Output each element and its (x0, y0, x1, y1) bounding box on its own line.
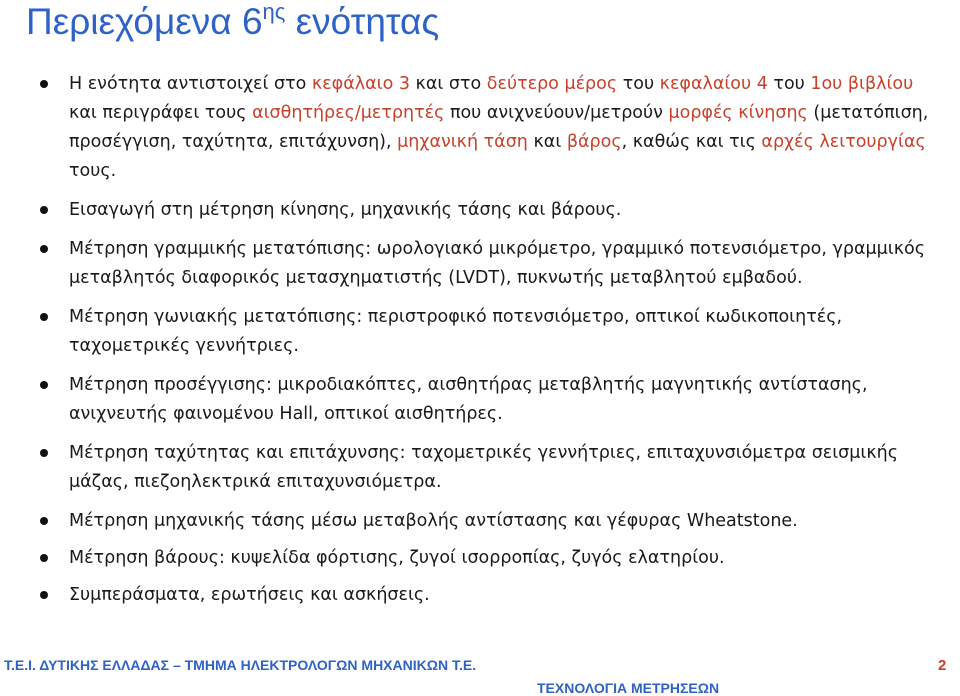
bullet-text: και (527, 132, 567, 152)
title-rest: ενότητας (285, 1, 440, 42)
bullet-item (37, 544, 942, 573)
bullet-text: και περιγράφει τους (69, 103, 253, 123)
highlight-chapter-4: κεφαλαίου 4 (659, 74, 768, 94)
bullet-text: του (617, 74, 660, 94)
page-number: 2 (938, 657, 947, 674)
title-superscript: ης (262, 0, 286, 24)
bullet-text: (μετατόπιση, προσέγγιση, ταχύτητα, επιτάχυνση), (69, 103, 929, 152)
highlight-mechanical-strain: μηχανική τάση (397, 132, 528, 152)
bullet-item (37, 196, 942, 225)
bullet-dot-icon (40, 449, 48, 457)
bullet-item (37, 581, 942, 610)
bullet-text: Η ενότητα αντιστοιχεί στο (69, 74, 312, 94)
bullet-text: Μέτρηση ταχύτητας και επιτάχυνσης: ταχομετρικές γεννήτριες, επιταχυνσιόμετρα σεισμικής μάζας, πιεζοηλεκτρικά επιταχυνσιόμετρα. (69, 443, 899, 492)
bullet-text: Εισαγωγή στη μέτρηση κίνησης, μηχανικής τάσης και βάρους. (69, 200, 622, 220)
footer-course: ΤΕΧΝΟΛΟΓΙΑ ΜΕΤΡΗΣΕΩΝ (537, 680, 720, 696)
bullet-item (37, 371, 942, 429)
bullet-item (37, 70, 942, 186)
slide-title (26, 0, 439, 44)
bullet-dot-icon (40, 206, 48, 214)
highlight-motion-forms: μορφές κίνησης (668, 103, 808, 123)
highlight-operating-principles: αρχές λειτουργίας (761, 132, 926, 152)
bullet-item (37, 439, 942, 497)
bullet-text: Μέτρηση μηχανικής τάσης μέσω μεταβολής αντίστασης και γέφυρας Wheatstone. (69, 511, 798, 531)
bullet-item (37, 235, 942, 293)
bullet-text: Μέτρηση προσέγγισης: μικροδιακόπτες, αισθητήρας μεταβλητής μαγνητικής αντίστασης, ανιχνευτής φαινομένου Hall, οπτικοί αισθητήρες. (69, 375, 868, 424)
bullet-text: του (767, 74, 811, 94)
bullet-dot-icon (40, 80, 48, 88)
highlight-first-book: 1ου βιβλίου (810, 74, 914, 94)
bullet-list (37, 70, 942, 610)
bullet-text: που ανιχνεύουν/μετρούν (444, 103, 669, 123)
footer-institution: Τ.Ε.Ι. ΔΥΤΙΚΗΣ ΕΛΛΑΔΑΣ – ΤΜΗΜΑ ΗΛΕΚΤΡΟΛΟΓΩΝ ΜΗΧΑΝΙΚΩΝ Τ.Ε. (4, 657, 477, 673)
bullet-text: τους. (69, 161, 117, 181)
bullet-item (37, 303, 942, 361)
title-main: Περιεχόμενα 6 (26, 1, 263, 42)
bullet-dot-icon (40, 517, 48, 525)
bullet-text: Μέτρηση γωνιακής μετατόπισης: περιστροφικό ποτενσιόμετρο, οπτικοί κωδικοποιητές, ταχομετρικές γεννήτριες. (69, 307, 843, 356)
bullet-item (37, 507, 942, 536)
bullet-dot-icon (40, 381, 48, 389)
bullet-text: , καθώς και τις (621, 132, 762, 152)
highlight-weight: βάρος (566, 132, 622, 152)
bullet-text: Μέτρηση γραμμικής μετατόπισης: ωρολογιακό μικρόμετρο, γραμμικό ποτενσιόμετρο, γραμμικός μεταβλητός διαφορικός μετασχηματιστής (LVDT), πυκνωτής μεταβλητού εμβαδού. (69, 239, 925, 288)
highlight-sensors: αισθητήρες/μετρητές (252, 103, 445, 123)
bullet-text: Μέτρηση βάρους: κυψελίδα φόρτισης, ζυγοί ισορροπίας, ζυγός ελατηρίου. (69, 548, 725, 568)
bullet-text: Συμπεράσματα, ερωτήσεις και ασκήσεις. (69, 585, 430, 605)
highlight-chapter-3: κεφάλαιο 3 (311, 74, 410, 94)
bullet-dot-icon (40, 591, 48, 599)
highlight-second-part: δεύτερο μέρος (486, 74, 618, 94)
bullet-dot-icon (40, 554, 48, 562)
bullet-dot-icon (40, 245, 48, 253)
bullet-dot-icon (40, 313, 48, 321)
bullet-text: και στο (409, 74, 487, 94)
